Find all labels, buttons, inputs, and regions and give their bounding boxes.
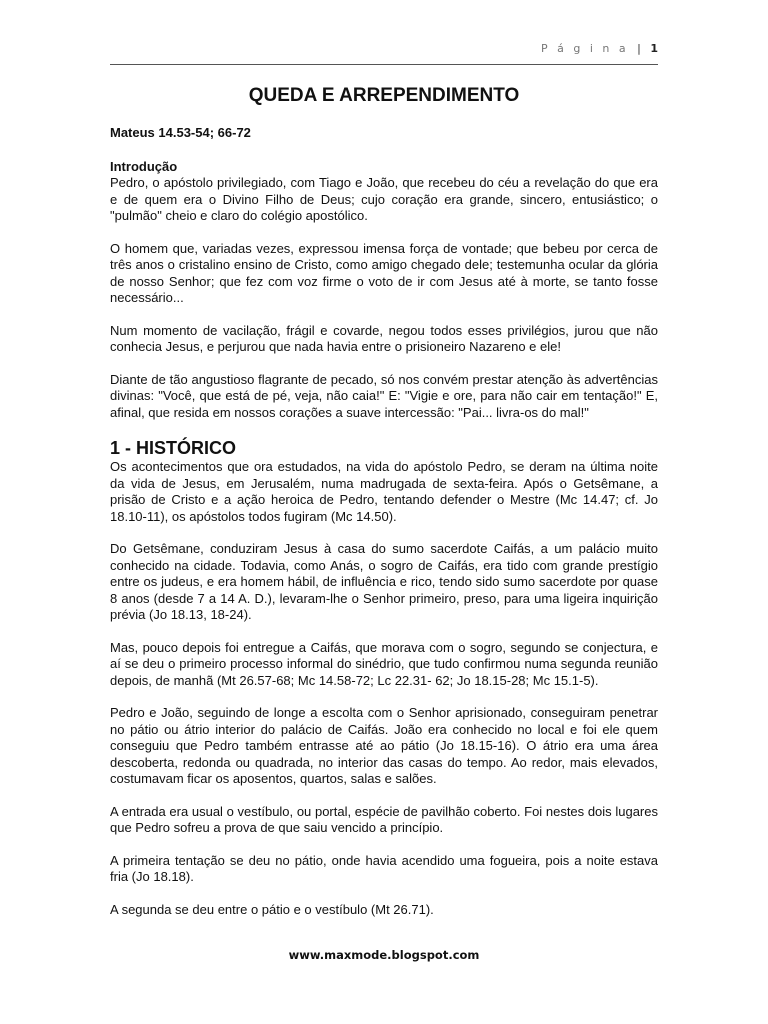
- page-number: 1: [650, 42, 658, 55]
- section-paragraph: A segunda se deu entre o pátio e o vestíbulo (Mt 26.71).: [110, 901, 434, 917]
- section-paragraph: A entrada era usual o vestíbulo, ou portal, espécie de pavilhão coberto. Foi nestes dois lugares que Pedro sofreu a prova de que saiu vencido a princípio.: [110, 803, 658, 835]
- footer-url: www.maxmode.blogspot.com: [288, 948, 480, 962]
- intro-paragraph: Pedro, o apóstolo privilegiado, com Tiago e João, que recebeu do céu a revelação do que era e de quem era o Divino Filho de Deus; cujo coração era grande, sincero, entusiástico; o "pulmão" cheio e claro do colégio apostólico.: [110, 175, 658, 223]
- page-separator: |: [637, 42, 641, 55]
- section-paragraph: Mas, pouco depois foi entregue a Caifás, que morava com o sogro, segundo se conjectura, e aí se deu o primeiro processo informal do sinédrio, que tudo confirmou numa segunda reunião depois, de manhã (Mt 26.57-68; Mc 14.58-72; Lc 22.31- 62; Jo 18.15-28; Mc 15.1-5).: [110, 639, 658, 688]
- section-paragraph: Do Getsêmane, conduziram Jesus à casa do sumo sacerdote Caifás, a um palácio muito conhecido na cidade. Todavia, como Anás, o sogro de Caifás, era tido com grande prestígio entre os judeus, e era homem hábil, de influência e rico, tendo sido sumo sacerdote por quase 8 anos (desde 7 a 14 A. D.), levaram-lhe o Senhor primeiro, preso, para uma ligeira inquirição prévia (Jo 18.13, 18-24).: [110, 541, 658, 622]
- intro-paragraph: O homem que, variadas vezes, expressou imensa força de vontade; que bebeu por cerca de três anos o cristalino ensino de Cristo, como amigo chegado dele; testemunha ocular da glória de nosso Senhor; que fez com voz firme o voto de ir com Jesus até à morte, se tanto fosse necessário...: [110, 240, 658, 305]
- intro-paragraph: Diante de tão angustioso flagrante de pecado, só nos convém prestar atenção às advertências divinas: "Você, que está de pé, veja, não caia!" E: "Vigie e ore, para não cair em tentação!" E, afinal, que resida em nossos corações a suave intercessão: "Pai... livra-os do mal!": [110, 371, 658, 420]
- section-paragraph: Os acontecimentos que ora estudados, na vida do apóstolo Pedro, se deram na última noite da vida de Jesus, em Jerusalém, numa madrugada de sexta-feira. Após o Getsêmane, a prisão de Cristo e a ação heroica de Pedro, tentando defender o Mestre (Mc 14.47; cf. Jo 18.10-11), os apóstolos todos fugiram (Mc 14.50).: [110, 459, 658, 524]
- header-rule: [110, 64, 658, 65]
- intro-heading: Introdução: [110, 158, 178, 174]
- section-paragraph: Pedro e João, seguindo de longe a escolta com o Senhor aprisionado, conseguiram penetrar no pátio ou átrio interior do palácio de Caifás. João era conhecido no local e foi ele quem conseguiu que Pedro também entrasse até ao pátio (Jo 18.15-16). O átrio era uma área descoberta, redonda ou quadrada, no interior das casas do tempo. Ao redor, mais elevados, costumavam ficar os aposentos, quartos, salas e salões.: [110, 705, 658, 786]
- section-paragraph: A primeira tentação se deu no pátio, onde havia acendido uma fogueira, pois a noite estava fria (Jo 18.18).: [110, 852, 658, 884]
- page-header: [541, 42, 658, 55]
- page-label: P á g i n a: [541, 42, 629, 55]
- section-heading: 1 - HISTÓRICO: [110, 438, 237, 458]
- bible-reference: Mateus 14.53-54; 66-72: [110, 125, 251, 140]
- intro-paragraph: Num momento de vacilação, frágil e covarde, negou todos esses privilégios, jurou que não conhecia Jesus, e perjurou que nada havia entre o prisioneiro Nazareno e ele!: [110, 322, 658, 354]
- document-body: [110, 84, 658, 934]
- document-title: QUEDA E ARREPENDIMENTO: [248, 85, 520, 106]
